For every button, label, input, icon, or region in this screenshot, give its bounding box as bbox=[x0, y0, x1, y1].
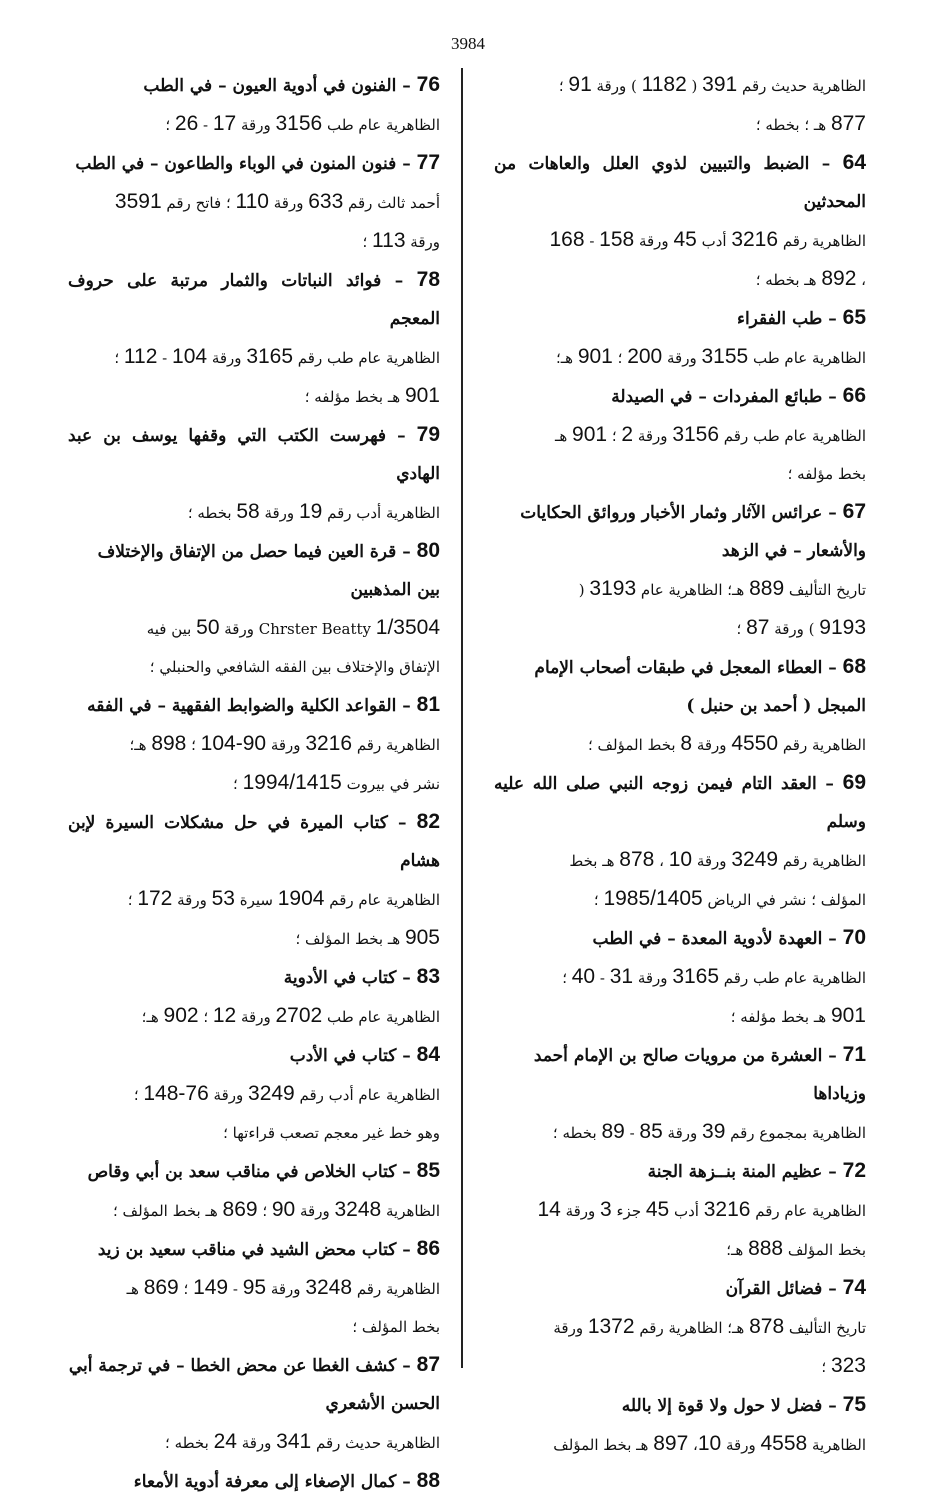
entry-title-line: 77 – فنون المنون في الوباء والطاعون – في الطب bbox=[75, 151, 440, 174]
catalog-entry bbox=[494, 144, 866, 299]
numeral: 79 bbox=[416, 423, 440, 446]
numeral: 75 bbox=[842, 1393, 866, 1416]
catalog-entry bbox=[494, 1036, 866, 1152]
catalog-entry bbox=[68, 803, 440, 958]
numeral: 869 bbox=[143, 1276, 179, 1299]
entry-detail-line: المؤلف ؛ نشر في الرياض 1985/1405 ؛ bbox=[593, 887, 866, 910]
numeral: 3216 bbox=[731, 228, 779, 251]
numeral: 901 bbox=[830, 1004, 866, 1027]
numeral: 341 bbox=[276, 1430, 312, 1453]
numeral: 64 bbox=[842, 151, 866, 174]
entry-detail-line: 901 هـ بخط مؤلفه ؛ bbox=[304, 384, 440, 407]
numeral: 168 bbox=[549, 228, 585, 251]
numeral: 26 bbox=[174, 112, 199, 135]
catalog-entry bbox=[68, 1036, 440, 1152]
numeral: 2 bbox=[621, 423, 634, 446]
entry-title-line: 64 – الضبط والتبيين لذوي العلل والعاهات من المحدثين bbox=[494, 151, 866, 212]
entry-title-line: 88 – كمال الإصغاء إلى معرفة أدوية الأمعاء bbox=[133, 1469, 440, 1492]
entry-detail-line: بخط مؤلفه ؛ bbox=[787, 465, 866, 483]
entry-detail-line: تاريخ التأليف 889 هـ؛ الظاهرية عام 3193 ( bbox=[578, 577, 866, 600]
entry-title-line: 71 – العشرة من مرويات صالح بن الإمام أحمد bbox=[533, 1043, 866, 1066]
numeral: 3216 bbox=[703, 1198, 751, 1221]
catalog-entry bbox=[494, 1152, 866, 1269]
numeral: 45 bbox=[645, 1198, 670, 1221]
catalog-entry bbox=[68, 1346, 440, 1462]
entry-detail-line: بخط المؤلف 888 هـ؛ bbox=[726, 1237, 866, 1260]
entry-title-line: 85 – كتاب الخلاص في مناقب سعد بن أبي وقاص bbox=[87, 1159, 440, 1182]
numeral: 87 bbox=[416, 1353, 440, 1376]
numeral: 89 bbox=[601, 1120, 625, 1143]
entry-detail-line: وهو خط غير معجم تصعب قراءتها ؛ bbox=[223, 1124, 440, 1142]
entry-title-line: 72 – عظيم المنة بنــزهة الجنة bbox=[647, 1159, 866, 1182]
numeral: 104 bbox=[172, 345, 208, 368]
entry-detail-line: الظاهرية عام طب 2702 ورقة 12 ؛ 902 هـ؛ bbox=[141, 1004, 440, 1027]
entry-detail-line: الإتفاق والإختلاف بين الفقه الشافعي والحنبلي ؛ bbox=[149, 658, 440, 676]
entry-detail-line: الظاهرية عام طب رقم 3165 ورقة 31 - 40 ؛ bbox=[562, 965, 866, 988]
numeral: 878 bbox=[619, 848, 655, 871]
entry-detail-line: ورقة 113 ؛ bbox=[362, 229, 440, 252]
numeral: 2702 bbox=[275, 1004, 323, 1027]
numeral: 889 bbox=[749, 577, 785, 600]
entry-detail-line: أحمد ثالث رقم 633 ورقة 110 ؛ فاتح رقم 3591 bbox=[114, 190, 440, 213]
entry-detail-line: الظاهرية عام طب 3156 ورقة 17 - 26 ؛ bbox=[165, 112, 440, 135]
catalog-entry bbox=[68, 144, 440, 261]
catalog-entry bbox=[494, 493, 866, 648]
numeral: 3165 bbox=[672, 965, 720, 988]
column-right bbox=[494, 66, 866, 1464]
entry-title-line: وزياداها bbox=[813, 1084, 866, 1104]
numeral: 3591 bbox=[114, 190, 162, 213]
catalog-entry bbox=[494, 764, 866, 919]
entry-detail-line: الظاهرية رقم 3249 ورقة 10 ، 878 هـ بخط bbox=[569, 848, 866, 871]
numeral: 67 bbox=[842, 500, 866, 523]
numeral: 68 bbox=[842, 655, 866, 678]
numeral: 81 bbox=[416, 693, 440, 716]
catalog-entry bbox=[494, 1269, 866, 1386]
numeral: 85 bbox=[416, 1159, 440, 1182]
numeral: 901 bbox=[572, 423, 608, 446]
column-left bbox=[68, 66, 440, 1501]
numeral: 1994/1415 bbox=[242, 771, 342, 794]
numeral: 158 bbox=[599, 228, 635, 251]
numeral: 82 bbox=[416, 810, 440, 833]
catalog-entry bbox=[68, 416, 440, 532]
entry-detail-line: الظاهرية عام رقم 1904 سيرة 53 ورقة 172 ؛ bbox=[127, 887, 440, 910]
entry-title-line: 65 – طب الفقراء bbox=[736, 306, 866, 329]
numeral: 53 bbox=[211, 887, 235, 910]
numeral: 87 bbox=[746, 616, 770, 639]
numeral: 71 bbox=[842, 1043, 866, 1066]
entry-detail-line: الظاهرية عام أدب رقم 3249 ورقة 76-148 ؛ bbox=[133, 1082, 440, 1105]
catalog-entry bbox=[494, 648, 866, 764]
entry-detail-line: الظاهرية رقم 3248 ورقة 95 - 149 ؛ 869 هـ bbox=[126, 1276, 440, 1299]
numeral: 72 bbox=[842, 1159, 866, 1182]
numeral: 90 bbox=[271, 1198, 296, 1221]
numeral: 19 bbox=[298, 500, 323, 523]
catalog-entry bbox=[68, 532, 440, 686]
numeral: 113 bbox=[372, 229, 406, 252]
entry-detail-line: 877 هـ ؛ بخطه ؛ bbox=[755, 112, 866, 135]
numeral: 76 bbox=[416, 73, 440, 96]
numeral: 1182 bbox=[641, 73, 687, 96]
numeral: 901 bbox=[577, 345, 613, 368]
column-divider bbox=[461, 68, 463, 1368]
entry-title-line: 67 – عرائس الآثار وثمار الأخبار وروائق الحكايات bbox=[520, 500, 866, 523]
numeral: 91 bbox=[568, 73, 592, 96]
catalog-entry bbox=[68, 1230, 440, 1346]
numeral: 24 bbox=[213, 1430, 237, 1453]
numeral: 3248 bbox=[305, 1276, 353, 1299]
numeral: 869 bbox=[222, 1198, 258, 1221]
entry-title-line: والأشعار – في الزهد bbox=[721, 541, 866, 561]
entry-detail-line: الظاهرية رقم 3216 أدب 45 ورقة 158 - 168 bbox=[549, 228, 866, 251]
catalog-entry bbox=[68, 958, 440, 1036]
numeral: 78 bbox=[416, 268, 440, 291]
entry-title-line: 75 – فضل لا حول ولا قوة إلا بالله bbox=[621, 1393, 866, 1416]
numeral: 902 bbox=[163, 1004, 199, 1027]
numeral: 3248 bbox=[334, 1198, 382, 1221]
numeral: 3156 bbox=[275, 112, 323, 135]
numeral: 4550 bbox=[731, 732, 779, 755]
numeral: 1985/1405 bbox=[603, 887, 703, 910]
numeral: 888 bbox=[748, 1237, 784, 1260]
entry-detail-line: الظاهرية أدب رقم 19 ورقة 58 بخطه ؛ bbox=[187, 500, 440, 523]
numeral: 112 bbox=[123, 345, 158, 368]
numeral: 95 bbox=[242, 1276, 267, 1299]
numeral: 85 bbox=[639, 1120, 663, 1143]
numeral: 86 bbox=[416, 1237, 440, 1260]
numeral: 66 bbox=[842, 384, 866, 407]
numeral: 39 bbox=[702, 1120, 726, 1143]
entry-detail-line: الظاهرية رقم 3216 ورقة 90-104 ؛ 898 هـ؛ bbox=[129, 732, 440, 755]
numeral: 391 bbox=[702, 73, 738, 96]
catalog-entry bbox=[68, 261, 440, 416]
catalog-entry bbox=[68, 1462, 440, 1501]
entry-detail-line: الظاهرية 3248 ورقة 90 ؛ 869 هـ بخط المؤلف ؛ bbox=[113, 1198, 440, 1221]
numeral: 3249 bbox=[731, 848, 779, 871]
numeral: 50 bbox=[196, 616, 220, 639]
entry-detail-line: الظاهرية حديث رقم 341 ورقة 24 بخطه ؛ bbox=[165, 1430, 440, 1453]
numeral: 878 bbox=[749, 1315, 785, 1338]
entry-detail-line: تاريخ التأليف 878 هـ؛ الظاهرية رقم 1372 ورقة bbox=[553, 1315, 866, 1338]
numeral: 898 bbox=[151, 732, 187, 755]
numeral: 12 bbox=[212, 1004, 237, 1027]
entry-title-line: بين المذهبين bbox=[350, 580, 440, 600]
catalog-entry bbox=[494, 377, 866, 493]
numeral: 84 bbox=[416, 1043, 440, 1066]
numeral: 3156 bbox=[672, 423, 720, 446]
entry-title-line: 74 – فضائل القرآن bbox=[725, 1276, 866, 1299]
numeral: 3165 bbox=[246, 345, 294, 368]
numeral: 90-104 bbox=[200, 732, 267, 755]
entry-title-line: 84 – كتاب في الأدب bbox=[289, 1043, 440, 1066]
entry-detail-line: 901 هـ بخط مؤلفه ؛ bbox=[730, 1004, 866, 1027]
numeral: 76-148 bbox=[143, 1082, 209, 1105]
numeral: 58 bbox=[236, 500, 260, 523]
entry-detail-line: الظاهرية عام طب 3155 ورقة 200 ؛ 901 هـ؛ bbox=[555, 345, 866, 368]
numeral: 4558 bbox=[760, 1432, 808, 1455]
numeral: 65 bbox=[842, 306, 866, 329]
entry-detail-line: ، 892 هـ بخطه ؛ bbox=[755, 267, 866, 290]
numeral: 80 bbox=[416, 539, 440, 562]
numeral: 9193 bbox=[819, 616, 866, 639]
numeral: 110 bbox=[235, 190, 269, 213]
entry-detail-line: الظاهرية عام طب رقم 3156 ورقة 2 ؛ 901 هـ bbox=[554, 423, 866, 446]
catalog-entry bbox=[494, 919, 866, 1036]
entry-title-line: 83 – كتاب في الأدوية bbox=[283, 965, 440, 988]
numeral: 77 bbox=[416, 151, 440, 174]
numeral: 892 bbox=[821, 267, 857, 290]
numeral: 45 bbox=[673, 228, 697, 251]
numeral: 901 bbox=[404, 384, 440, 407]
numeral: 14 bbox=[537, 1198, 561, 1221]
numeral: 31 bbox=[609, 965, 634, 988]
numeral: 1372 bbox=[587, 1315, 635, 1338]
entry-detail-line: الظاهرية حديث رقم 391 ( 1182 ) ورقة 91 ؛ bbox=[558, 73, 866, 96]
numeral: 200 bbox=[627, 345, 663, 368]
numeral: 8 bbox=[680, 732, 693, 755]
entry-detail-line: 9193 ) ورقة 87 ؛ bbox=[736, 616, 866, 639]
numeral: 633 bbox=[308, 190, 344, 213]
entry-detail-line: الظاهرية رقم 4550 ورقة 8 بخط المؤلف ؛ bbox=[587, 732, 866, 755]
numeral: 3 bbox=[600, 1198, 612, 1221]
entry-detail-line: بخط المؤلف ؛ bbox=[352, 1318, 440, 1336]
numeral: 3216 bbox=[305, 732, 353, 755]
numeral: 323 bbox=[830, 1354, 866, 1377]
entry-title-line: 78 – فوائد النباتات والثمار مرتبة على حروف المعجم bbox=[68, 268, 440, 329]
numeral: 88 bbox=[416, 1469, 440, 1492]
entry-detail-line: 905 هـ بخط المؤلف ؛ bbox=[295, 926, 440, 949]
numeral: 905 bbox=[404, 926, 440, 949]
entry-title-line: الحسن الأشعري bbox=[325, 1394, 440, 1414]
entry-detail-line: الظاهرية 4558 ورقة 10، 897 هـ بخط المؤلف bbox=[553, 1432, 866, 1455]
numeral: 10 bbox=[697, 1432, 722, 1455]
entry-title-line: 69 – العقد التام فيمن زوجه النبي صلى الله عليه وسلم bbox=[494, 771, 866, 832]
numeral: 3249 bbox=[248, 1082, 295, 1105]
entry-title-line: 82 – كتاب الميرة في حل مشكلات السيرة لإبن هشام bbox=[68, 810, 440, 871]
numeral: 74 bbox=[842, 1276, 866, 1299]
entry-title-line: 70 – العهدة لأدوية المعدة – في الطب bbox=[592, 926, 866, 949]
entry-title-line: 79 – فهرست الكتب التي وقفها يوسف بن عبد الهادي bbox=[68, 423, 440, 484]
numeral: 70 bbox=[842, 926, 866, 949]
catalog-entry bbox=[68, 66, 440, 144]
numeral: 1/3504 bbox=[375, 616, 440, 639]
numeral: 3193 bbox=[589, 577, 637, 600]
entry-detail-line: الظاهرية عام رقم 3216 أدب 45 جزء 3 ورقة 14 bbox=[537, 1198, 866, 1221]
numeral: 40 bbox=[571, 965, 596, 988]
entry-title-line: 86 – كتاب محض الشيد في مناقب سعيد بن زيد bbox=[97, 1237, 440, 1260]
entry-title-line: 68 – العطاء المعجل في طبقات أصحاب الإمام bbox=[534, 655, 866, 678]
entry-title-line: 80 – قرة العين فيما حصل من الإتفاق والإختلاف bbox=[97, 539, 440, 562]
entry-detail-line: نشر في بيروت 1994/1415 ؛ bbox=[233, 771, 440, 794]
entry-title-line: المبجل ( أحمد بن حنبل ) bbox=[686, 696, 866, 716]
numeral: 897 bbox=[653, 1432, 689, 1455]
numeral: 17 bbox=[212, 112, 237, 135]
numeral: 172 bbox=[137, 887, 173, 910]
numeral: 83 bbox=[416, 965, 440, 988]
catalog-entry bbox=[68, 686, 440, 803]
entry-title-line: 66 – طبائع المفردات – في الصيدلة bbox=[611, 384, 866, 407]
catalog-entry bbox=[68, 1152, 440, 1230]
numeral: 10 bbox=[668, 848, 693, 871]
catalog-entry bbox=[494, 66, 866, 144]
entry-title-line: 87 – كشف الغطا عن محض الخطا – في ترجمة أبي bbox=[68, 1353, 440, 1376]
entry-title-line: 76 – الفنون في أدوية العيون – في الطب bbox=[143, 73, 440, 96]
numeral: 1904 bbox=[277, 887, 325, 910]
entry-detail-line: الظاهرية عام طب رقم 3165 ورقة 104 - 112 ؛ bbox=[114, 345, 440, 368]
entry-detail-line: 1/3504 Chrster Beatty ورقة 50 بين فيه bbox=[146, 616, 440, 639]
catalog-entry bbox=[494, 299, 866, 377]
entry-detail-line: 323 ؛ bbox=[821, 1354, 866, 1377]
numeral: 69 bbox=[842, 771, 866, 794]
numeral: 877 bbox=[830, 112, 866, 135]
numeral: 149 bbox=[193, 1276, 229, 1299]
entry-title-line: 81 – القواعد الكلية والضوابط الفقهية – في الفقه bbox=[87, 693, 440, 716]
catalog-entry bbox=[494, 1386, 866, 1464]
numeral: 3155 bbox=[701, 345, 749, 368]
entry-detail-line: الظاهرية بمجموع رقم 39 ورقة 85 - 89 بخطه ؛ bbox=[552, 1120, 866, 1143]
page-number: 3984 bbox=[451, 34, 485, 53]
